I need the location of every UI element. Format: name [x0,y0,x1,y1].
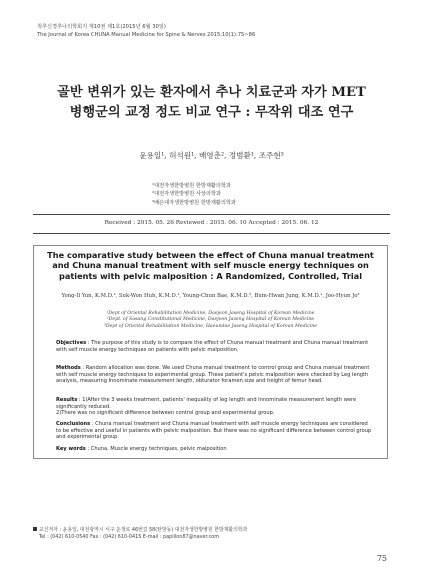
methods-label: Methods [56,365,81,371]
english-affiliation-3: ³Dept of Oriental Rehabilitation Medicine, Haeundae Jaseng Hospital of Korean Medicine [103,323,317,329]
abstract-keywords [56,446,374,453]
footnote-line-1 [33,527,247,534]
korean-affiliation-1: ¹대전자생한방병원 한방재활의학과 [152,183,231,189]
results-text-2: 2)There was no significant difference between control group and experimental group. [56,410,275,417]
english-affiliations [40,311,381,330]
journal-line-en: The Journal of Korea CHUNA Manual Medicine for Spine & Nerves 2015;10(1):75~86 [37,31,256,38]
korean-title-line-1: 골반 변위가 있는 환자에서 추나 치료군과 자가 MET [57,85,366,100]
corresponding-author-footnote [33,527,247,540]
abstract-objectives [56,340,374,353]
divider-bottom [33,233,390,234]
english-authors: Yong-Il Yun, K.M.D.¹, Suk-Won Huh, K.M.D.¹, Young-Chun Bae, K.M.D.², Bum-Hwan Jung, K.M.D.¹, Joo-Hyun Jo³ [61,293,360,299]
objectives-text: : The purpose of this study is to compare the effect of Chuna manual treatment and Chuna manual treatment with self muscle energy techniques on patients with pelvic malposition. [56,340,369,353]
english-affiliation-2: ²Dept. of Sasang Constitutional Medicine, Daejeon Jaseng Hospital of Korean Medicine [106,317,315,323]
results-text-1: : 1)After the 3 weeks treatment, patients' inequality of leg length and Innominate measurement length were significantly reduced. [56,397,357,410]
footnote-contact: Tel : (042) 610-0540 Fax : (042) 610-0415 E-mail : papillon87@naver.com [39,533,220,540]
received-dates: Received : 2015. 05. 26 Reviewed : 2015. 06. 10 Accepted : 2015. 06. 12 [104,220,319,226]
keywords-text: : Chuna, Muscle energy techniques, pelvic malposition [85,446,227,452]
abstract-conclusions [56,421,374,441]
english-title: The comparative study between the effect of Chuna manual treatment and Chuna manual treatment with self muscle energy techniques on patients with pelvic malposition : A Randomized, Controlled, Trial [47,250,374,281]
conclusions-text: : Chuna manual treatment and Chuna manual treatment with self muscle energy techniques are considered to be effective and useful in patients with pelvic malposition. But there was no significant difference between control group and experimental group. [56,421,372,441]
abstract-methods [56,365,374,385]
korean-authors: 윤용일¹, 허석원¹, 배영춘², 정범환¹, 조주현³ [139,151,284,160]
keywords-label: Key words [56,446,86,452]
korean-affiliation-2: ²대전자생한방병원 사상의학과 [152,191,221,198]
korean-affiliations [152,182,236,207]
footnote-text-1: 교신저자 : 윤용일, 대전광역시 서구 둔정로 46번길 58(탄방동) 대전자생한방병원 한방재활의학과 [39,527,248,533]
results-label: Results [56,397,78,403]
divider-top [33,214,390,215]
korean-affiliation-3: ³배은대자생한방병원 한방재활의학과 [152,199,236,206]
methods-text: : Random allocation was done. We used Chuna manual treatment to control group and Chuna manual treatment with self muscle energy techniques to experimental group. These patient's pelvic malposition were checked by Leg length analysis, measuring Innominate measurement length, obturator foramen size and height of femur head. [56,365,370,385]
journal-header [37,24,255,39]
results-line-1 [56,397,374,410]
english-affiliation-1: ¹Dept of Oriental Rehabilitation Medicine, Daejeon Jaseng Hospital of Korean Medicine [106,311,315,316]
square-bullet-icon [33,527,37,531]
korean-title-line-2: 병행군의 교정 정도 비교 연구 : 무작위 대조 연구 [69,105,354,120]
conclusions-label: Conclusions [56,421,91,427]
korean-title [40,83,383,123]
objectives-label: Objectives [56,340,87,346]
journal-line-kr: 척추신경추나의학회지 제10권 제1호(2015년 6월 30일) [37,24,166,30]
page-number: 75 [376,554,387,563]
abstract-results [56,397,374,417]
